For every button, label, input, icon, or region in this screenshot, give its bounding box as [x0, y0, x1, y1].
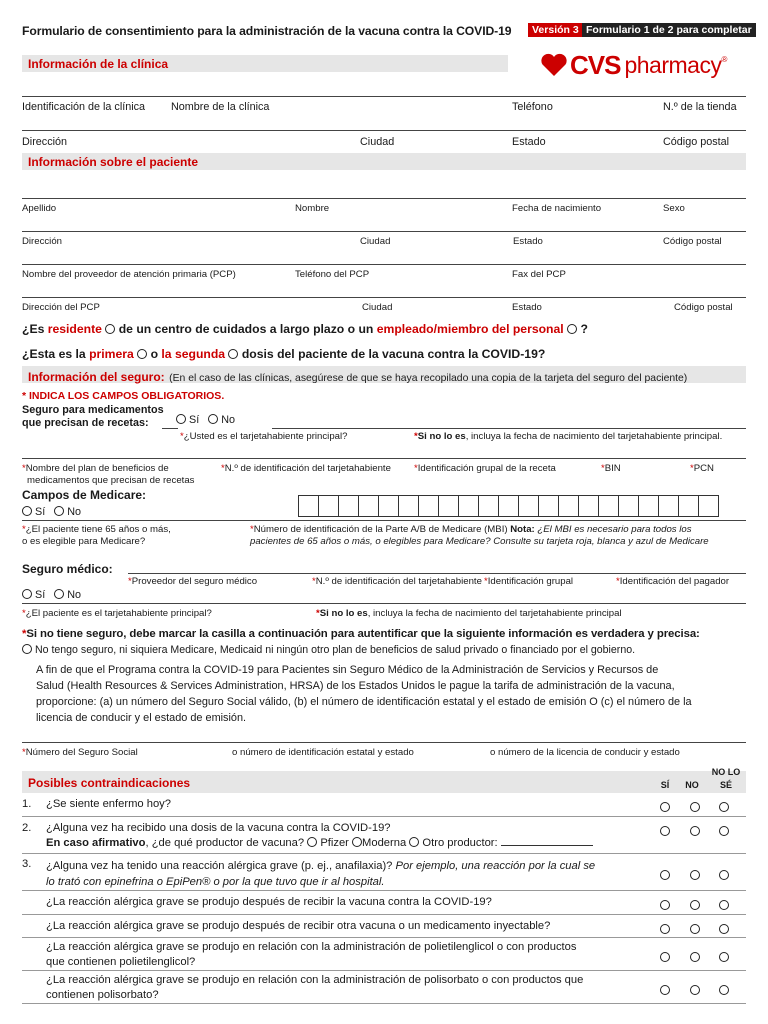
rx-no-label: No — [221, 414, 236, 426]
mbi-label-text: Número de identificación de la Parte A/B de Medicare (MBI) — [253, 524, 508, 535]
q3i-yes-radio[interactable] — [660, 900, 670, 910]
clinic-heading: Información de la clínica — [28, 57, 169, 71]
rx-yes-radio[interactable] — [176, 414, 186, 424]
q3iv-line2: contienen polisorbato? — [46, 989, 159, 1001]
med-card-id-text: N.º de identificación del tarjetahabiente — [315, 576, 482, 587]
resident-q-part5: ? — [577, 322, 588, 336]
employee-radio[interactable] — [567, 324, 577, 334]
medicare-heading: Campos de Medicare: — [22, 488, 147, 502]
hrsa-line2: Salud (Health Resources & Services Administration, HRSA) de los Estados Unidos le pague la tarifa de administración de la vacuna, — [36, 680, 675, 692]
rx-no-radio[interactable] — [208, 414, 218, 424]
q3ii-text: ¿La reacción alérgica grave se produjo después de recibir otra vacuna o un medicamento inyectable? — [46, 920, 551, 932]
q2-no-radio[interactable] — [690, 826, 700, 836]
plan-name-line2: medicamentos que precisan de recetas — [27, 475, 195, 486]
rx-plan-line — [22, 458, 746, 459]
pcp-state-label[interactable]: Estado — [512, 302, 542, 313]
q2b-rest: , ¿de qué productor de vacuna? — [145, 837, 305, 849]
q2-dk-radio[interactable] — [719, 826, 729, 836]
insurance-heading-row — [28, 368, 687, 386]
q3-options — [660, 866, 729, 884]
med-provider-label[interactable]: *Proveedor del seguro médico — [128, 576, 258, 587]
q1-options — [660, 798, 729, 816]
bin-text: BIN — [604, 463, 621, 474]
q3-sep — [22, 890, 746, 891]
first-dose-radio[interactable] — [137, 349, 147, 359]
dose-q-part1: ¿Esta es la — [22, 347, 90, 361]
uninsured-radio[interactable] — [22, 644, 32, 654]
patient-address-label[interactable]: Dirección — [22, 236, 62, 247]
rx-label-underline — [162, 428, 178, 429]
med-card-id-label[interactable]: *N.º de identificación del tarjetahabiente — [312, 576, 482, 587]
patient-heading: Información sobre el paciente — [28, 155, 199, 169]
state-id-label[interactable]: o número de identificación estatal y estado — [232, 747, 414, 758]
patient-city-label[interactable]: Ciudad — [360, 236, 391, 247]
rx-holder-q-text: ¿Usted es el tarjetahabiente principal? — [183, 431, 348, 442]
med-provider-text: Proveedor del seguro médico — [131, 576, 258, 587]
dose-q-part3: o — [147, 347, 162, 361]
clinic-store-label[interactable]: N.º de la tienda — [663, 101, 737, 113]
sex-label[interactable]: Sexo — [663, 203, 685, 214]
q3iii-sep — [22, 970, 746, 971]
q3iv-text — [46, 973, 583, 1003]
clinic-city-label[interactable]: Ciudad — [360, 136, 395, 148]
form-title: Formulario de consentimiento para la administración de la vacuna contra la COVID-19 — [22, 24, 512, 38]
patient-zip-label[interactable]: Código postal — [663, 236, 722, 247]
resident-q-part3: de un centro de cuidados a largo plazo o un — [115, 322, 377, 336]
col-no: NO — [685, 780, 699, 790]
contra-heading: Posibles contraindicaciones — [28, 776, 191, 790]
payer-id-label[interactable]: *Identificación del pagador — [616, 576, 730, 587]
dl-label[interactable]: o número de la licencia de conducir y estado — [490, 747, 680, 758]
pcp-fax-label[interactable]: Fax del PCP — [512, 269, 566, 280]
q3iii-line2: que contienen polietilenglicol? — [46, 956, 196, 968]
med-holder-question: *¿El paciente es el tarjetahabiente principal? — [22, 608, 212, 619]
clinic-phone-label[interactable]: Teléfono — [512, 101, 553, 113]
q3iii-options — [660, 948, 729, 966]
hrsa-paragraph — [36, 662, 692, 726]
q3iv-sep — [22, 1003, 746, 1004]
patient-row4-line — [22, 297, 746, 298]
rx-insurance-label — [22, 404, 164, 430]
other-input[interactable] — [501, 845, 593, 846]
q3-text-a: ¿Alguna vez ha tenido una reacción alérgica grave (p. ej., anafilaxia)? — [46, 860, 393, 872]
dose-question — [22, 347, 545, 361]
q3iii-text — [46, 940, 576, 970]
payer-id-text: Identificación del pagador — [619, 576, 730, 587]
col-dk-line1: NO LO — [711, 767, 741, 777]
mbi-note-line1: ¿El MBI es necesario para todos los — [537, 524, 692, 535]
q3i-sep — [22, 914, 746, 915]
medicare-line — [22, 520, 746, 521]
q2b-bold: En caso afirmativo — [46, 837, 146, 849]
resident-question — [22, 322, 588, 336]
q2-options — [660, 822, 729, 840]
hrsa-line3: proporcione: (a) un número del Seguro Social válido, (b) el número de identificación estatal y el estado de emisión O (c) el número de la — [36, 696, 692, 708]
cvs-pharmacy-logo — [540, 49, 727, 81]
patient-state-label[interactable]: Estado — [513, 236, 543, 247]
uninsured-heading: *Si no tiene seguro, debe marcar la casilla a continuación para autentificar que la siguiente información es verdadera y precisa: — [22, 628, 700, 640]
q1-sep — [22, 816, 746, 817]
uninsured-option — [22, 644, 635, 656]
q3iv-no-radio[interactable] — [690, 985, 700, 995]
q1-num: 1. — [22, 798, 32, 810]
dose-q-second: la segunda — [161, 347, 226, 361]
medicare-no-radio[interactable] — [54, 506, 64, 516]
rx-plan-name-label[interactable]: *Nombre del plan de beneficios de medicamentos que precisan de recetas — [22, 463, 195, 486]
rx-yes-no — [176, 414, 235, 426]
id-row-line — [22, 742, 746, 743]
med-if-not: *Si no lo es, incluya la fecha de nacimiento del tarjetahabiente principal — [316, 608, 622, 619]
clinic-row1-line — [22, 96, 746, 97]
q1-dk-radio[interactable] — [719, 802, 729, 812]
q3iv-yes-radio[interactable] — [660, 985, 670, 995]
med-yes-no — [22, 589, 81, 601]
bin-label[interactable]: *BIN — [601, 463, 621, 474]
med-holder-q-text: ¿El paciente es el tarjetahabiente principal? — [25, 608, 212, 619]
hrsa-line4: licencia de conducir y el estado de emisión. — [36, 712, 247, 724]
q2-num: 2. — [22, 822, 32, 834]
q3iii-yes-radio[interactable] — [660, 952, 670, 962]
q3i-options — [660, 896, 729, 914]
other-radio[interactable] — [409, 837, 419, 847]
q3ii-dk-radio[interactable] — [719, 924, 729, 934]
medicare-question: *¿El paciente tiene 65 años o más, o es elegible para Medicare? — [22, 524, 171, 547]
mbi-label: *Número de identificación de la Parte A/B de Medicare (MBI) Nota: ¿El MBI es necesario para todos los pacientes de 65 años o más, o elegibles para Medicare? Consulte su tarjeta roja, blanca y azul de Medicare — [250, 524, 709, 547]
pfizer-radio[interactable] — [307, 837, 317, 847]
pcp-address-label[interactable]: Dirección del PCP — [22, 302, 100, 313]
other-label: Otro productor: — [422, 837, 498, 849]
med-group-text: Identificación grupal — [487, 576, 574, 587]
mbi-note-line2: pacientes de 65 años o más, o elegibles para Medicare? Consulte su tarjeta roja, blanca y azul de Medicare — [250, 536, 709, 547]
clinic-state-label[interactable]: Estado — [512, 136, 546, 148]
dose-q-part5: dosis del paciente de la vacuna contra la COVID-19? — [238, 347, 546, 361]
clinic-name-label[interactable]: Nombre de la clínica — [171, 101, 270, 113]
rx-if-not-rest: , incluya la fecha de nacimiento del tarjetahabiente principal. — [465, 431, 723, 442]
insurance-heading: Información del seguro: — [28, 370, 165, 384]
pcn-label[interactable]: *PCN — [690, 463, 714, 474]
hrsa-line1: A fin de que el Programa contra la COVID-19 para Pacientes sin Seguro Médico de la Administración de Servicios y Recursos de — [36, 664, 659, 676]
ssn-text: Número del Seguro Social — [25, 747, 138, 758]
q1-no-radio[interactable] — [690, 802, 700, 812]
q3i-dk-radio[interactable] — [719, 900, 729, 910]
rx-row-line — [272, 428, 746, 429]
last-name-label[interactable]: Apellido — [22, 203, 57, 214]
medicare-yes-radio[interactable] — [22, 506, 32, 516]
first-name-label[interactable]: Nombre — [295, 203, 330, 214]
q2-text: ¿Alguna vez ha recibido una dosis de la vacuna contra la COVID-19? — [46, 822, 391, 834]
rx-label-line1: Seguro para medicamentos — [22, 404, 164, 416]
moderna-label: Moderna — [362, 837, 407, 849]
dose-q-first: primera — [89, 347, 134, 361]
rx-label-line2: que precisan de recetas: — [22, 417, 149, 429]
rx-if-not-bold: Si no lo es — [417, 431, 466, 442]
q1-yes-radio[interactable] — [660, 802, 670, 812]
resident-q-employee: empleado/miembro del personal — [376, 322, 564, 336]
rx-holder-question[interactable]: *¿Usted es el tarjetahabiente principal? — [180, 431, 348, 442]
q3-no-radio[interactable] — [690, 870, 700, 880]
q3ii-yes-radio[interactable] — [660, 924, 670, 934]
pfizer-label: Pfizer — [320, 837, 349, 849]
pcn-text: PCN — [693, 463, 714, 474]
med-row-line — [22, 603, 746, 604]
rx-group-text: Identificación grupal de la receta — [417, 463, 556, 474]
pcp-city-label[interactable]: Ciudad — [362, 302, 393, 313]
col-yes: SÍ — [660, 780, 670, 790]
q3-dk-radio[interactable] — [719, 870, 729, 880]
q3-yes-radio[interactable] — [660, 870, 670, 880]
medicare-q-line2: o es elegible para Medicare? — [22, 536, 146, 547]
required-note: * INDICA LOS CAMPOS OBLIGATORIOS. — [22, 390, 225, 402]
version-badge: Versión 3 — [528, 23, 583, 37]
pcp-phone-label[interactable]: Teléfono del PCP — [295, 269, 370, 280]
med-yes-label: Sí — [35, 589, 46, 601]
med-no-radio[interactable] — [54, 589, 64, 599]
cvs-heart-icon — [540, 53, 568, 77]
medical-heading: Seguro médico: — [22, 562, 113, 576]
second-dose-radio[interactable] — [228, 349, 238, 359]
pcp-zip-label[interactable]: Código postal — [674, 302, 733, 313]
q3-num: 3. — [22, 858, 32, 870]
patient-row2-line — [22, 231, 746, 232]
rx-if-not: *Si no lo es, incluya la fecha de nacimiento del tarjetahabiente principal. — [414, 431, 723, 442]
uninsured-heading-text: Si no tiene seguro, debe marcar la casilla a continuación para autentificar que la siguiente información es verdadera y precisa: — [26, 628, 700, 640]
ssn-label[interactable]: *Número del Seguro Social — [22, 747, 138, 758]
col-dk-line2: SÉ — [719, 780, 732, 790]
uninsured-option-text: No tengo seguro, ni siquiera Medicare, Medicaid ni ningún otro plan de beneficios de salud privado o financiado por el gobierno. — [34, 644, 636, 656]
q3-text — [46, 858, 595, 890]
medicare-q-line1: ¿El paciente tiene 65 años o más, — [25, 524, 171, 535]
q3iii-dk-radio[interactable] — [719, 952, 729, 962]
q2-manufacturer — [46, 837, 593, 849]
med-group-label[interactable]: *Identificación grupal — [484, 576, 574, 587]
q2-yes-radio[interactable] — [660, 826, 670, 836]
q3-text-c: lo trató con epinefrina o EpiPen® o por la que tuvo que ir al hospital. — [46, 876, 385, 888]
q1-text: ¿Se siente enfermo hoy? — [46, 798, 171, 810]
clinic-zip-label[interactable]: Código postal — [663, 136, 730, 148]
patient-row1-line — [22, 198, 746, 199]
clinic-id-label[interactable]: Identificación de la clínica — [22, 101, 146, 113]
mbi-boxes[interactable] — [298, 495, 718, 517]
logo-registered: ® — [721, 55, 728, 64]
rx-card-id-text: N.º de identificación del tarjetahabiente — [224, 463, 391, 474]
clinic-address-label[interactable]: Dirección — [22, 136, 68, 148]
q3-text-b: Por ejemplo, una reacción por la cual se — [392, 860, 596, 872]
logo-pharmacy-text: pharmacy — [624, 51, 722, 78]
medicare-yes-label: Sí — [35, 506, 46, 518]
q3iii-line1: ¿La reacción alérgica grave se produjo en relación con la administración de polietilenglicol o con productos — [46, 941, 577, 953]
dob-label[interactable]: Fecha de nacimiento — [512, 203, 602, 214]
plan-name-line1: Nombre del plan de beneficios de — [25, 463, 169, 474]
mbi-note-bold: Nota: — [510, 524, 535, 535]
form-badge: Formulario 1 de 2 para completar — [582, 23, 756, 37]
med-if-not-rest: , incluya la fecha de nacimiento del tarjetahabiente principal — [367, 608, 622, 619]
col-dont-know — [707, 766, 745, 792]
patient-row3-line — [22, 264, 746, 265]
q3iv-dk-radio[interactable] — [719, 985, 729, 995]
med-yes-radio[interactable] — [22, 589, 32, 599]
rx-card-id-label[interactable]: *N.º de identificación del tarjetahabiente — [221, 463, 391, 474]
medicare-no-label: No — [67, 506, 82, 518]
med-if-not-bold: Si no lo es — [319, 608, 368, 619]
q2-sep — [22, 853, 746, 854]
medical-line — [128, 573, 746, 574]
q3i-no-radio[interactable] — [690, 900, 700, 910]
q3i-text: ¿La reacción alérgica grave se produjo después de recibir la vacuna contra la COVID-19? — [46, 896, 492, 908]
q3iv-line1: ¿La reacción alérgica grave se produjo en relación con la administración de polisorbato o con productos que — [46, 974, 584, 986]
insurance-heading-note: (En el caso de las clínicas, asegúrese de que se haya recopilado una copia de la tarjeta del seguro del paciente) — [169, 373, 688, 384]
rx-group-label[interactable]: *Identificación grupal de la receta — [414, 463, 556, 474]
q3ii-options — [660, 920, 729, 938]
resident-q-part1: ¿Es — [22, 322, 48, 336]
clinic-row2-line — [22, 130, 746, 131]
resident-radio[interactable] — [105, 324, 115, 334]
logo-cvs-text: CVS — [570, 49, 621, 80]
pcp-name-label[interactable]: Nombre del proveedor de atención primaria (PCP) — [22, 269, 236, 280]
rx-yes-label: Sí — [189, 414, 200, 426]
resident-q-resident: residente — [47, 322, 102, 336]
moderna-radio[interactable] — [352, 837, 362, 847]
med-no-label: No — [67, 589, 82, 601]
medicare-yes-no — [22, 506, 81, 518]
q3iii-no-radio[interactable] — [690, 952, 700, 962]
q3ii-no-radio[interactable] — [690, 924, 700, 934]
q3iv-options — [660, 981, 729, 999]
q3ii-sep — [22, 937, 746, 938]
